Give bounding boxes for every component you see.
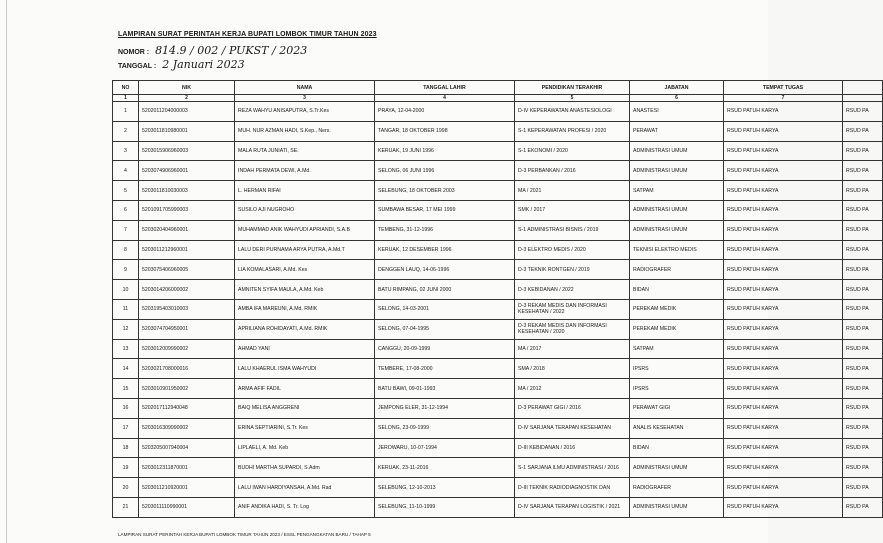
row-number: 19 — [113, 458, 139, 478]
nik-cell: 5203012311870001 — [139, 458, 235, 478]
birth-cell: TEMBENG, 31-12-1996 — [375, 220, 515, 240]
column-header: PENDIDIKAN TERAKHIR — [515, 81, 630, 95]
education-cell: D-III KEBIDANAN / 2016 — [515, 438, 630, 458]
workplace-cell: RSUD PATUH KARYA — [724, 200, 843, 220]
extra-cell: RSUD PA — [843, 359, 883, 379]
table-row — [113, 379, 883, 399]
column-header: NIK — [139, 81, 235, 95]
row-number: 5 — [113, 181, 139, 201]
education-cell: D-3 PERBANKAN / 2016 — [515, 161, 630, 181]
education-cell: S-1 SARJANA ILMU ADMINISTRASI / 2016 — [515, 458, 630, 478]
birth-cell: SELONG, 23-09-1999 — [375, 418, 515, 438]
position-cell: PERAWAT GIGI — [630, 398, 724, 418]
extra-cell: RSUD PA — [843, 458, 883, 478]
workplace-cell: RSUD PATUH KARYA — [724, 220, 843, 240]
birth-cell: SELONG, 07-04-1995 — [375, 319, 515, 339]
position-cell: RADIOGRAFER — [630, 260, 724, 280]
column-number: 4 — [375, 95, 515, 102]
workplace-cell: RSUD PATUH KARYA — [724, 121, 843, 141]
name-cell: LIA KOMALASARI, A.Md. Kes — [235, 260, 375, 280]
table-row — [113, 161, 883, 181]
extra-cell: RSUD PA — [843, 379, 883, 399]
tanggal-label: TANGGAL : — [118, 63, 157, 70]
table-row — [113, 319, 883, 339]
position-cell: PEREKAM MEDIK — [630, 299, 724, 319]
row-number: 14 — [113, 359, 139, 379]
table-row — [113, 497, 883, 517]
nik-cell: 5203010901950002 — [139, 379, 235, 399]
education-cell: S-1 EKONOMI / 2020 — [515, 141, 630, 161]
name-cell: BUDHI MARTHA SUPARDI, S.Adm — [235, 458, 375, 478]
row-number: 21 — [113, 497, 139, 517]
position-cell: PEREKAM MEDIK — [630, 319, 724, 339]
extra-cell: RSUD PA — [843, 240, 883, 260]
birth-cell: TANGAR, 18 OKTOBER 1998 — [375, 121, 515, 141]
name-cell: AMNITEN SYIFA MAULA, A.Md. Keb — [235, 280, 375, 300]
name-cell: LALU KHAERUL ISMA WAHYUDI — [235, 359, 375, 379]
workplace-cell: RSUD PATUH KARYA — [724, 478, 843, 498]
birth-cell: SUMBAWA BESAR, 17 MEI 1999 — [375, 200, 515, 220]
birth-cell: KERUAK, 12 DESEMBER 1996 — [375, 240, 515, 260]
table-column-number-row — [113, 95, 883, 102]
birth-cell: BATU BAWI, 09-01-1993 — [375, 379, 515, 399]
row-number: 16 — [113, 398, 139, 418]
column-number: 1 — [113, 95, 139, 102]
nik-cell: 5203011810980001 — [139, 121, 235, 141]
extra-cell: RSUD PA — [843, 299, 883, 319]
extra-cell: RSUD PA — [843, 478, 883, 498]
position-cell: ADMINISTRASI UMUM — [630, 141, 724, 161]
table-row — [113, 478, 883, 498]
position-cell: ADMINISTRASI UMUM — [630, 458, 724, 478]
education-cell: D-IV SARJANA TERAPAN KESEHATAN — [515, 418, 630, 438]
education-cell: S-1 ADMINISTRASI BISNIS / 2019 — [515, 220, 630, 240]
birth-cell: TEMBERE, 17-08-2000 — [375, 359, 515, 379]
position-cell: ANALIS KESEHATAN — [630, 418, 724, 438]
name-cell: ANIF ANDIKA HADI, S. Tr. Log — [235, 497, 375, 517]
nik-cell: 5203011212960001 — [139, 240, 235, 260]
column-number — [843, 95, 883, 102]
position-cell: ADMINISTRASI UMUM — [630, 220, 724, 240]
table-row — [113, 280, 883, 300]
row-number: 2 — [113, 121, 139, 141]
workplace-cell: RSUD PATUH KARYA — [724, 299, 843, 319]
birth-cell: SELEBUNG, 12-10-2013 — [375, 478, 515, 498]
name-cell: BAIQ MELISA ANGGRENI — [235, 398, 375, 418]
row-number: 3 — [113, 141, 139, 161]
extra-cell: RSUD PA — [843, 141, 883, 161]
education-cell: D-3 TEKNIK RONTGEN / 2019 — [515, 260, 630, 280]
column-header: JABATAN — [630, 81, 724, 95]
workplace-cell: RSUD PATUH KARYA — [724, 280, 843, 300]
workplace-cell: RSUD PATUH KARYA — [724, 141, 843, 161]
column-number: 7 — [724, 95, 843, 102]
table-row — [113, 102, 883, 122]
nik-cell: 5203014206000002 — [139, 280, 235, 300]
birth-cell: SELEBUNG, 11-10-1999 — [375, 497, 515, 517]
education-cell: S-1 KEPERAWATAN PROFESI / 2020 — [515, 121, 630, 141]
name-cell: MALA RUTA JUNIATI, SE. — [235, 141, 375, 161]
table-row — [113, 141, 883, 161]
row-number: 10 — [113, 280, 139, 300]
position-cell: TEKNISI ELEKTRO MEDIS — [630, 240, 724, 260]
extra-cell: RSUD PA — [843, 200, 883, 220]
nik-cell: 5203195403010003 — [139, 299, 235, 319]
scan-edge — [6, 0, 7, 543]
nik-cell: 5203020404960001 — [139, 220, 235, 240]
row-number: 15 — [113, 379, 139, 399]
workplace-cell: RSUD PATUH KARYA — [724, 379, 843, 399]
name-cell: REZA WAHYU ANISAPUTRA, S.Tr.Kes — [235, 102, 375, 122]
workplace-cell: RSUD PATUH KARYA — [724, 497, 843, 517]
birth-cell: KERUAK, 23-11-2016 — [375, 458, 515, 478]
position-cell: ADMINISTRASI UMUM — [630, 497, 724, 517]
extra-cell: RSUD PA — [843, 220, 883, 240]
position-cell: SATPAM — [630, 181, 724, 201]
name-cell: APRILIANA ROHIDAYATI, A.Md. RMIK — [235, 319, 375, 339]
workplace-cell: RSUD PATUH KARYA — [724, 359, 843, 379]
name-cell: ARMA AFIF FADIL — [235, 379, 375, 399]
row-number: 1 — [113, 102, 139, 122]
workplace-cell: RSUD PATUH KARYA — [724, 319, 843, 339]
row-number: 17 — [113, 418, 139, 438]
birth-cell: SELEBUNG, 18 OKTOBER 2003 — [375, 181, 515, 201]
column-header: NO — [113, 81, 139, 95]
birth-cell: CANGGU, 20-09-1999 — [375, 339, 515, 359]
nik-cell: 5203015906960003 — [139, 141, 235, 161]
table-row — [113, 359, 883, 379]
nik-cell: 5202011204000003 — [139, 102, 235, 122]
education-cell: D-IV SARJANA TERAPAN LOGISTIK / 2021 — [515, 497, 630, 517]
extra-cell: RSUD PA — [843, 260, 883, 280]
birth-cell: PRAYA, 12-04-2000 — [375, 102, 515, 122]
nik-cell: 5203011110990001 — [139, 497, 235, 517]
education-cell: D-3 PERAWAT GIGI / 2016 — [515, 398, 630, 418]
name-cell: MUHAMMAD ANIK WAHYUDI APRIANDI, S.A.B — [235, 220, 375, 240]
table-row — [113, 220, 883, 240]
column-number: 6 — [630, 95, 724, 102]
column-header — [843, 81, 883, 95]
birth-cell: DENGGEN LAUQ, 14-06-1996 — [375, 260, 515, 280]
table-row — [113, 299, 883, 319]
row-number: 13 — [113, 339, 139, 359]
nik-cell: 5203074704950001 — [139, 319, 235, 339]
education-cell: D-3 REKAM MEDIS DAN INFORMASI KESEHATAN / 2020 — [515, 319, 630, 339]
workplace-cell: RSUD PATUH KARYA — [724, 339, 843, 359]
birth-cell: KERUAK, 19 JUNI 1996 — [375, 141, 515, 161]
extra-cell: RSUD PA — [843, 102, 883, 122]
name-cell: MUH. NUR AZMAN HADI, S.Kep., Ners. — [235, 121, 375, 141]
position-cell: ADMINISTRASI UMUM — [630, 161, 724, 181]
column-number: 2 — [139, 95, 235, 102]
position-cell: ADMINISTRASI UMUM — [630, 200, 724, 220]
nik-cell: 5201091705990003 — [139, 200, 235, 220]
workplace-cell: RSUD PATUH KARYA — [724, 438, 843, 458]
name-cell: INDAH PERMATA DEWI, A.Md. — [235, 161, 375, 181]
page-footer: LAMPIRAN SURAT PERINTAH KERJA BUPATI LOMBOK TIMUR TAHUN 2023 / ESSL PENGANGKATAN BARU / TAHAP 5 — [118, 532, 371, 537]
table-row — [113, 398, 883, 418]
birth-cell: JEROWARU, 10-07-1994 — [375, 438, 515, 458]
row-number: 8 — [113, 240, 139, 260]
workplace-cell: RSUD PATUH KARYA — [724, 260, 843, 280]
row-number: 20 — [113, 478, 139, 498]
document-title: LAMPIRAN SURAT PERINTAH KERJA BUPATI LOMBOK TIMUR TAHUN 2023 — [118, 31, 377, 38]
row-number: 11 — [113, 299, 139, 319]
column-number: 5 — [515, 95, 630, 102]
extra-cell: RSUD PA — [843, 161, 883, 181]
education-cell: MA / 2021 — [515, 181, 630, 201]
education-cell: D-3 REKAM MEDIS DAN INFORMASI KESEHATAN / 2022 — [515, 299, 630, 319]
row-number: 4 — [113, 161, 139, 181]
table-row — [113, 458, 883, 478]
extra-cell: RSUD PA — [843, 121, 883, 141]
table-row — [113, 339, 883, 359]
name-cell: ERINA SEPTIARINI, S.Tr. Kes — [235, 418, 375, 438]
extra-cell: RSUD PA — [843, 339, 883, 359]
nik-cell: 5203021708000016 — [139, 359, 235, 379]
position-cell: BIDAN — [630, 438, 724, 458]
name-cell: AHMAD YANI — [235, 339, 375, 359]
birth-cell: JEMPONG ELER, 31-12-1994 — [375, 398, 515, 418]
education-cell: MA / 2017 — [515, 339, 630, 359]
table-row — [113, 418, 883, 438]
extra-cell: RSUD PA — [843, 497, 883, 517]
workplace-cell: RSUD PATUH KARYA — [724, 102, 843, 122]
nomor-handwritten: 814.9 / 002 / PUKST / 2023 — [155, 44, 308, 57]
workplace-cell: RSUD PATUH KARYA — [724, 398, 843, 418]
position-cell: BIDAN — [630, 280, 724, 300]
table-header-row — [113, 81, 883, 95]
education-cell: D-IV KEPERAWATAN ANASTESIOLOGI — [515, 102, 630, 122]
tanggal-line — [118, 58, 245, 71]
table-row — [113, 181, 883, 201]
position-cell: ANASTESI — [630, 102, 724, 122]
row-number: 6 — [113, 200, 139, 220]
tanggal-handwritten: 2 Januari 2023 — [162, 58, 245, 71]
education-cell: SMA / 2018 — [515, 359, 630, 379]
workplace-cell: RSUD PATUH KARYA — [724, 418, 843, 438]
birth-cell: SELONG, 06 JUNI 1996 — [375, 161, 515, 181]
row-number: 7 — [113, 220, 139, 240]
table-row — [113, 240, 883, 260]
nik-cell: 5203011210920001 — [139, 478, 235, 498]
nik-cell: 5203075406960005 — [139, 260, 235, 280]
column-number: 3 — [235, 95, 375, 102]
education-cell: SMK / 2017 — [515, 200, 630, 220]
column-header: TANGGAL LAHIR — [375, 81, 515, 95]
birth-cell: SELONG, 14-03-2001 — [375, 299, 515, 319]
employee-table — [112, 80, 883, 518]
nomor-label: NOMOR : — [118, 49, 150, 56]
workplace-cell: RSUD PATUH KARYA — [724, 161, 843, 181]
education-cell: D-3 KEBIDANAN / 2022 — [515, 280, 630, 300]
position-cell: SATPAM — [630, 339, 724, 359]
table-row — [113, 121, 883, 141]
extra-cell: RSUD PA — [843, 438, 883, 458]
nik-cell: 5203011810030003 — [139, 181, 235, 201]
position-cell: IPSRS — [630, 359, 724, 379]
extra-cell: RSUD PA — [843, 319, 883, 339]
nik-cell: 5203205007940004 — [139, 438, 235, 458]
name-cell: LALU IWAN HARDIYANSAH, A.Md. Rad — [235, 478, 375, 498]
education-cell: D-III TEKNIK RADIODIAGNOSTIK DAN — [515, 478, 630, 498]
nik-cell: 5203074906960001 — [139, 161, 235, 181]
extra-cell: RSUD PA — [843, 398, 883, 418]
nik-cell: 5203016309990002 — [139, 418, 235, 438]
extra-cell: RSUD PA — [843, 181, 883, 201]
nik-cell: 5203012009990002 — [139, 339, 235, 359]
table-body — [113, 102, 883, 518]
table-row — [113, 260, 883, 280]
name-cell: LALU DERI PURNAMA ARYA PUTRA, A.Md.T — [235, 240, 375, 260]
name-cell: L. HERMAN RIFAI — [235, 181, 375, 201]
position-cell: PERAWAT — [630, 121, 724, 141]
nik-cell: 5202017112940048 — [139, 398, 235, 418]
nomor-line — [118, 44, 307, 57]
position-cell: RADIOGRAFER — [630, 478, 724, 498]
table-row — [113, 200, 883, 220]
row-number: 12 — [113, 319, 139, 339]
workplace-cell: RSUD PATUH KARYA — [724, 240, 843, 260]
position-cell: IPSRS — [630, 379, 724, 399]
extra-cell: RSUD PA — [843, 418, 883, 438]
birth-cell: BATU RIMPANG, 02 JUNI 2000 — [375, 280, 515, 300]
table-row — [113, 438, 883, 458]
education-cell: D-3 ELEKTRO MEDIS / 2020 — [515, 240, 630, 260]
row-number: 9 — [113, 260, 139, 280]
education-cell: MA / 2012 — [515, 379, 630, 399]
name-cell: AMBA IFA MAREUNI, A.Md. RMIK — [235, 299, 375, 319]
column-header: NAMA — [235, 81, 375, 95]
workplace-cell: RSUD PATUH KARYA — [724, 458, 843, 478]
column-header: TEMPAT TUGAS — [724, 81, 843, 95]
row-number: 18 — [113, 438, 139, 458]
name-cell: SUSILO AJI NUGROHO — [235, 200, 375, 220]
name-cell: LIPLAELI, A. Md. Keb — [235, 438, 375, 458]
workplace-cell: RSUD PATUH KARYA — [724, 181, 843, 201]
extra-cell: RSUD PA — [843, 280, 883, 300]
